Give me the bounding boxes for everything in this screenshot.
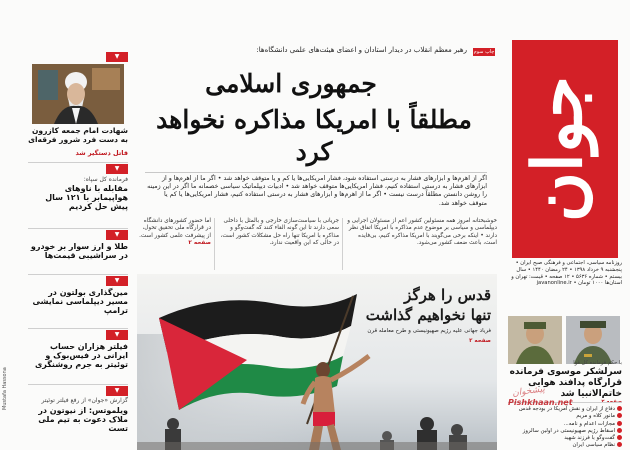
sidebar-kicker: فرمانده کل سپاه: bbox=[83, 176, 128, 183]
red-tab-marker: ▼ bbox=[106, 330, 128, 340]
masthead-info: روزنامه سیاسی، اجتماعی و فرهنگی صبح ایران • پنجشنبه ۹ خرداد ۱۳۹۸ • ۲۴ رمضان ۱۴۴۰ • سال بیستم • شماره ۵۶۳۶ • ۱۲ صفحه • قیمت: تهران و استان‌ها ۱۰۰۰ تومان • javanonline.ir bbox=[511, 260, 622, 287]
portrait-right bbox=[566, 316, 620, 364]
sidebar-card-6[interactable] bbox=[28, 384, 128, 448]
sidebar-card-5[interactable] bbox=[28, 328, 128, 388]
photo-credit: Mustafa Hassona bbox=[2, 367, 8, 410]
body-column-left bbox=[139, 218, 211, 248]
cleric-photo bbox=[32, 64, 124, 124]
red-tab-marker: ▼ bbox=[106, 386, 128, 396]
watermark: Pishkhaan.net bbox=[508, 398, 573, 407]
page-ref[interactable]: صفحه ۲ bbox=[469, 338, 491, 344]
watermark-logo: پیشخوان bbox=[511, 384, 546, 399]
sidebar-link[interactable]: قاتل دستگیر شد bbox=[75, 149, 128, 157]
portrait-left bbox=[508, 316, 562, 364]
brief-item[interactable]: گفت‌وگو با فرزند شهید bbox=[508, 435, 622, 442]
portrait-right-graphic bbox=[566, 316, 620, 364]
brief-item[interactable]: اسقاط رژیم صهیونیستی در اولین سالروز bbox=[508, 428, 622, 435]
sidebar-headline: شهادت امام جمعه کازرون به دست فرد شرور فرقه‌ای bbox=[28, 126, 128, 144]
photo-headline-line-1[interactable]: قدس را هرگز bbox=[404, 286, 491, 304]
page-ref[interactable]: صفحه ۲ bbox=[601, 399, 622, 406]
body-column-right: خوشبختانه امروز همه مسئولین کشور اعم از مسئولان اجرایی و دیپلماسی و سیاسی بر موضوع عدم مذاکره با امریکا اتفاق نظر دارند • اینکه برخی می‌گویند با امریکا مذاکره کنیم، بی‌فایده است، باعث ضعف کشور می‌شود. bbox=[347, 218, 497, 247]
red-tab-marker: ▼ bbox=[106, 52, 128, 62]
headline-kicker: رهبر معظم انقلاب در دیدار استادان و اعضای هیئت‌های علمی دانشگاه‌ها: bbox=[256, 46, 467, 54]
brief-item[interactable]: دفاع از ایران و نقش آمریکا در بودجه قدس bbox=[508, 406, 622, 413]
sidebar-card-1[interactable] bbox=[28, 50, 128, 157]
photo-headline-line-2[interactable]: تنها نخواهیم گذاشت bbox=[365, 306, 491, 324]
divider bbox=[145, 172, 487, 173]
left-sidebar bbox=[28, 50, 128, 450]
sidebar-headline: مقابله با ناوهای هواپیمابر با ۱۲۱ سال پیش حل کردیم bbox=[45, 184, 128, 212]
story-kicker: با حکم فرمانده کل قوا bbox=[573, 360, 622, 366]
sidebar-card-4[interactable] bbox=[28, 274, 128, 316]
portraits bbox=[508, 316, 622, 364]
headline-line-2[interactable]: مطلقاً با امریکا مذاکره نخواهد کرد bbox=[156, 105, 472, 166]
lead-paragraph: اگر از اهرم‌ها و ابزارهای فشار به درستی استفاده شود، فشار امریکایی‌ها یا کم و یا متوقف خواهد شد • اگر ما از اهرم‌ها و از ابزارهای فشار به درستی استفاده کنیم، فشار امریکایی‌ها متوقف خواهد شد • ادبیات دیپلماتیک سیاسی خصمانه ما اگر در این زمینه را روشن دانستن مطلقاً درست نیست • اگر ما از اهرم‌ها و ابزارهای فشار به درستی استفاده کنیم، فشار امریکایی‌ها یا کم یا متوقف خواهد شد. bbox=[147, 175, 487, 207]
sidebar-card-2[interactable] bbox=[28, 162, 128, 224]
page-ref[interactable]: صفحه ۲ bbox=[188, 240, 211, 247]
red-tab-marker: ▼ bbox=[106, 276, 128, 286]
photo-subhead: فریاد جهانی علیه رژیم صهیونیستی و طرح معامله قرن bbox=[367, 328, 491, 334]
red-tab-marker: ▼ bbox=[106, 164, 128, 174]
column-separator bbox=[214, 218, 215, 270]
logo-lettering: جوان bbox=[518, 76, 598, 222]
body-column-left-text: اما حضور کشورهای دانشگاه در قرارگاه ملی تحقیق تحول، از پیشرفت علمی کشور است. bbox=[139, 218, 211, 239]
brief-item[interactable]: مانور کلاه و مریم bbox=[508, 413, 622, 420]
cleric-photo-graphic bbox=[32, 64, 124, 124]
brief-item[interactable]: نظام سیاسی ایران bbox=[508, 442, 622, 449]
sidebar-headline: طلا و ارز سوار بر خودرو در سراشیبی قیمت‌ها bbox=[30, 242, 128, 261]
brief-list bbox=[508, 406, 622, 450]
column-separator bbox=[342, 218, 343, 270]
sidebar-kicker: گزارش «جوان» از رفع فیلتر توئیتر bbox=[41, 397, 128, 404]
sidebar-headline: فیلتر هزاران حساب ایرانی در فیس‌بوک و توئیتر به جرم روشنگری bbox=[34, 342, 128, 370]
javan-logo[interactable] bbox=[512, 40, 618, 258]
sidebar-headline: مین‌گذاری بولتون در مسیر دیپلماسی نمایشی ترامپ bbox=[32, 288, 128, 316]
body-column-middle: جریانی با سیاست‌سازی خارجی و بالمثل با داخلی سعی دارند تا این گونه القاء کنند که گفت‌وگو و مذاکره با امریکا تنها راه حل مشکلات کشور است، در حالی که این واقعیت ندارد. bbox=[220, 218, 339, 247]
brief-item[interactable]: مجازات اعدام و نامه... bbox=[508, 421, 622, 428]
story-headline: سرلشکر موسوی فرمانده قرارگاه پدافند هوایی خاتم‌الانبیا شد bbox=[509, 367, 622, 399]
edition-badge: چاپ سوم bbox=[473, 49, 495, 55]
portrait-left-graphic bbox=[508, 316, 562, 364]
headline-line-1[interactable]: جمهوری اسلامی bbox=[205, 69, 377, 98]
sidebar-headline: ویلموتس: از نیوتون در ملاک دعوت به تیم ملی تست bbox=[38, 406, 128, 434]
main-column bbox=[137, 34, 497, 450]
red-tab-marker: ▼ bbox=[106, 230, 128, 240]
protest-photo[interactable] bbox=[137, 274, 497, 450]
sidebar-card-3[interactable] bbox=[28, 228, 128, 270]
